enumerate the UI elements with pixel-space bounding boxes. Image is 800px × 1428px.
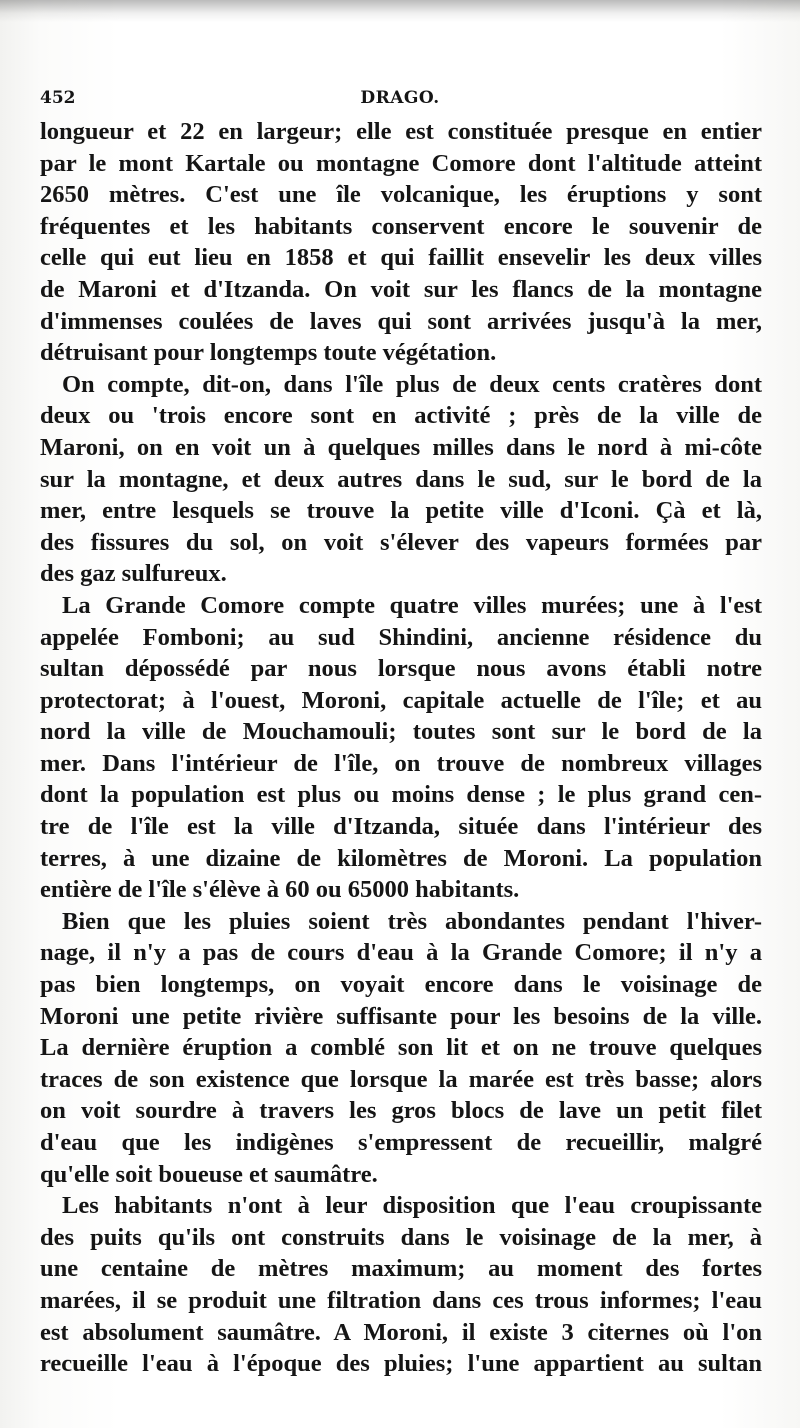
paragraph xyxy=(40,590,762,906)
text-line: détruisant pour longtemps toute végétation. xyxy=(40,339,497,367)
text-line: on voit sourdre à travers les gros blocs de lave un petit filet xyxy=(40,1097,762,1125)
text-line: Moroni une petite rivière suffisante pour les besoins de la ville. xyxy=(40,1002,762,1030)
text-line: entière de l'île s'élève à 60 ou 65000 habitants. xyxy=(40,876,520,904)
paragraph xyxy=(40,906,762,1190)
text-line: d'immenses coulées de laves qui sont arrivées jusqu'à la mer, xyxy=(40,307,762,335)
text-line: recueille l'eau à l'époque des pluies; l'une appartient au sultan xyxy=(40,1350,762,1378)
text-line: celle qui eut lieu en 1858 et qui faillit ensevelir les deux villes xyxy=(40,244,762,272)
text-line: d'eau que les indigènes s'empressent de recueillir, malgré xyxy=(40,1129,762,1156)
text-line: est absolument saumâtre. A Moroni, il existe 3 citernes où l'on xyxy=(40,1318,762,1346)
text-line: traces de son existence que lorsque la marée est très basse; alors xyxy=(40,1065,762,1093)
text-line: une centaine de mètres maximum; au moment des fortes xyxy=(40,1255,762,1283)
text-line: sultan dépossédé par nous lorsque nous avons établi notre xyxy=(40,655,762,683)
text-line: des puits qu'ils ont construits dans le voisinage de la mer, à xyxy=(40,1223,762,1251)
text-line: Les habitants n'ont à leur disposition que l'eau croupissante xyxy=(62,1192,762,1220)
body-text xyxy=(40,116,762,1380)
paragraph xyxy=(40,369,762,590)
text-line: protectorat; à l'ouest, Moroni, capitale actuelle de l'île; et au xyxy=(40,686,762,714)
text-line: tre de l'île est la ville d'Itzanda, située dans l'intérieur des xyxy=(40,813,762,841)
text-line: marées, il se produit une filtration dans ces trous informes; l'eau xyxy=(40,1286,762,1314)
text-line: nage, il n'y a pas de cours d'eau à la Grande Comore; il n'y a xyxy=(40,939,762,967)
text-line: pas bien longtemps, on voyait encore dans le voisinage de xyxy=(40,971,762,999)
scan-shadow xyxy=(0,0,800,22)
text-line: dont la population est plus ou moins dense ; le plus grand cen- xyxy=(40,781,762,809)
page-header xyxy=(40,80,760,114)
text-line: de Maroni et d'Itzanda. On voit sur les flancs de la montagne xyxy=(40,275,762,303)
paragraph xyxy=(40,116,762,369)
page-number: 452 xyxy=(40,88,76,108)
text-line: 2650 mètres. C'est une île volcanique, les éruptions y sont xyxy=(40,181,762,209)
text-line: On compte, dit-on, dans l'île plus de deux cents cratères dont xyxy=(62,370,762,398)
text-line: des gaz sulfureux. xyxy=(40,560,227,588)
text-line: des fissures du sol, on voit s'élever des vapeurs formées par xyxy=(40,528,762,556)
text-line: par le mont Kartale ou montagne Comore dont l'altitude atteint xyxy=(40,149,762,177)
text-line: qu'elle soit boueuse et saumâtre. xyxy=(40,1160,378,1188)
text-line: La dernière éruption a comblé son lit et on ne trouve quelques xyxy=(40,1034,762,1062)
text-line: mer. Dans l'intérieur de l'île, on trouve de nombreux villages xyxy=(40,749,762,777)
paragraph xyxy=(40,1190,762,1380)
text-line: mer, entre lesquels se trouve la petite ville d'Iconi. Çà et là, xyxy=(40,497,762,525)
text-line: Maroni, on en voit un à quelques milles dans le nord à mi-côte xyxy=(40,433,762,461)
text-line: Bien que les pluies soient très abondantes pendant l'hiver- xyxy=(62,907,762,935)
text-line: terres, à une dizaine de kilomètres de Moroni. La population xyxy=(40,844,762,872)
text-line: La Grande Comore compte quatre villes murées; une à l'est xyxy=(62,591,762,619)
text-line: sur la montagne, et deux autres dans le sud, sur le bord de la xyxy=(40,465,762,493)
text-line: appelée Fomboni; au sud Shindini, ancienne résidence du xyxy=(40,623,762,651)
running-title: DRAGO. xyxy=(360,88,440,108)
text-line: nord la ville de Mouchamouli; toutes sont sur le bord de la xyxy=(40,718,762,746)
text-line: deux ou 'trois encore sont en activité ; près de la ville de xyxy=(40,402,762,430)
text-line: longueur et 22 en largeur; elle est constituée presque en entier xyxy=(40,118,762,145)
text-line: fréquentes et les habitants conservent encore le souvenir de xyxy=(40,212,762,240)
